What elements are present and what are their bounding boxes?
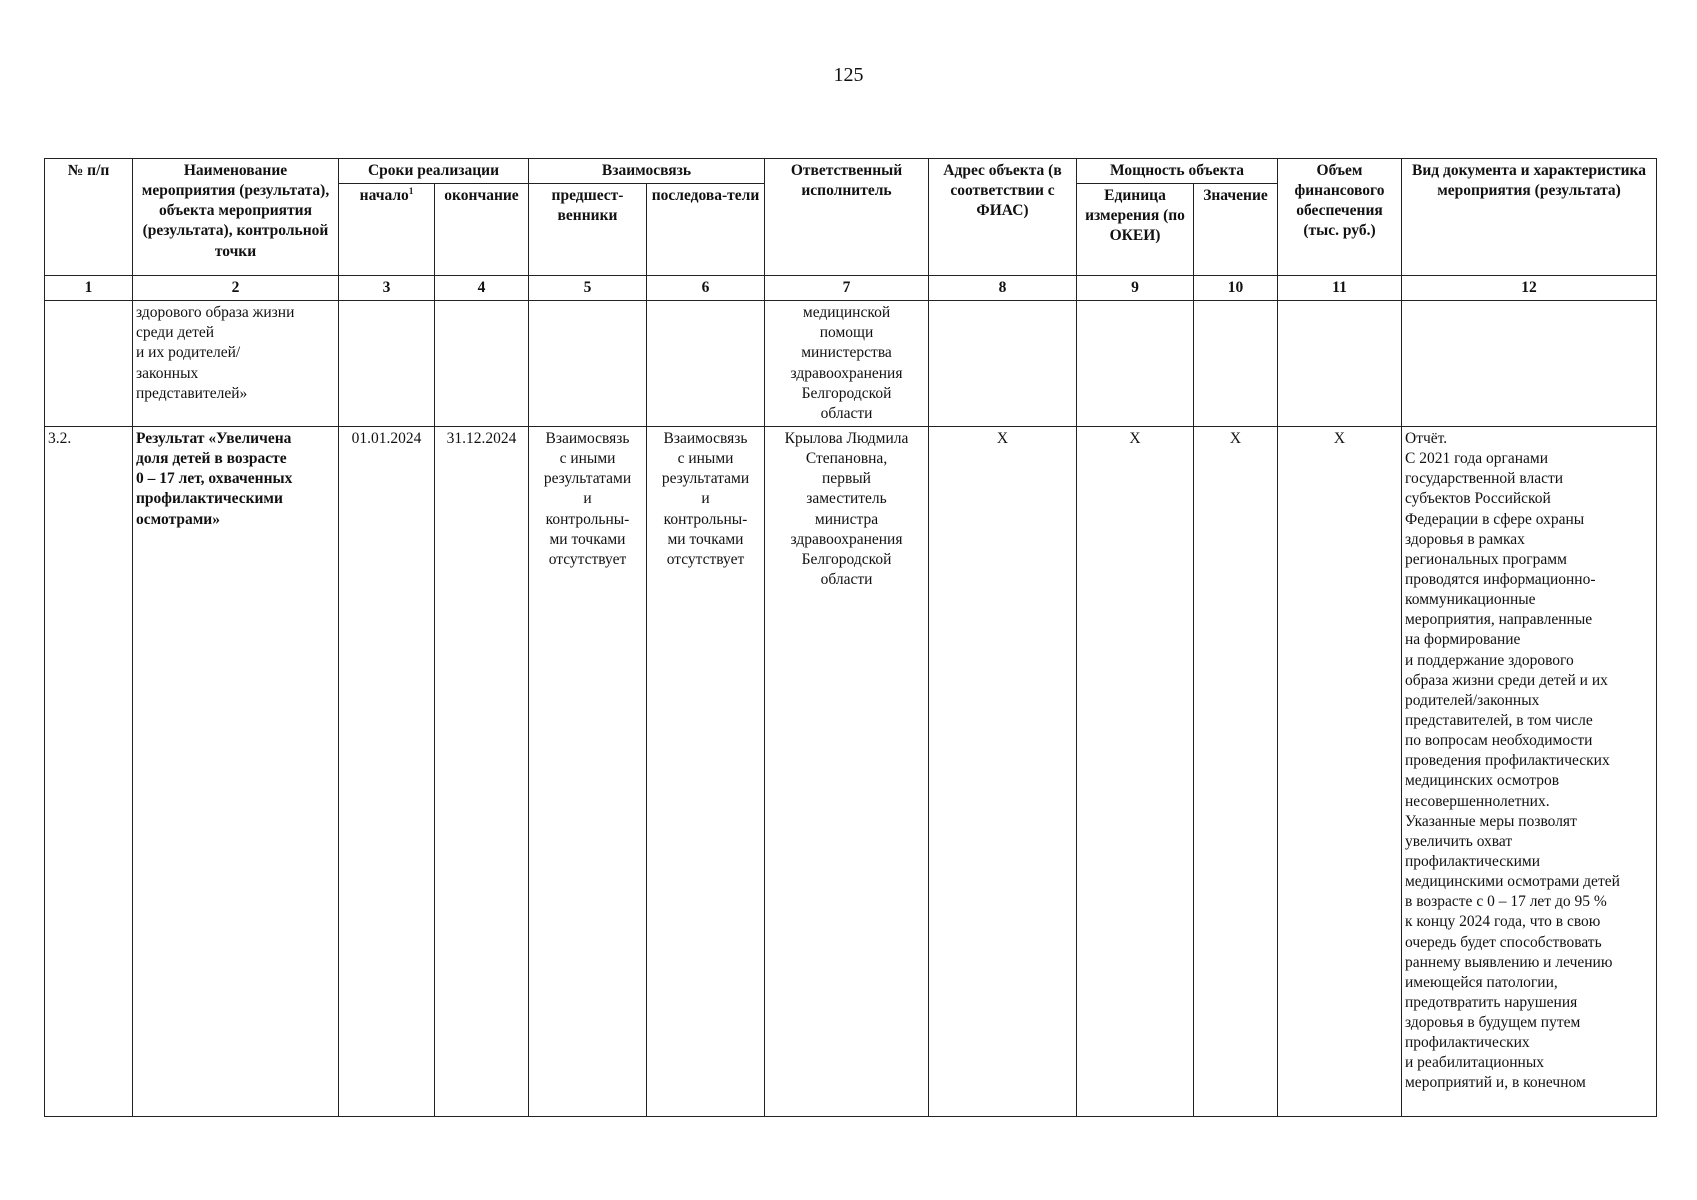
row-resp: [765, 301, 929, 427]
text-line: Степановна,: [805, 450, 888, 468]
text-line: Указанные меры позволят: [1405, 812, 1577, 830]
text-line: несовершеннолетних.: [1405, 792, 1550, 810]
row-doc: [1402, 301, 1657, 427]
text-line: результатами: [661, 470, 750, 488]
text-line: ми точками: [549, 530, 626, 548]
header-name: Наименование мероприятия (результата), объекта мероприятия (результата), контрольной точки: [133, 159, 339, 276]
text-line: представителей»: [136, 384, 248, 402]
text-line: коммуникационные: [1405, 591, 1536, 609]
header-start-label: начало: [359, 187, 409, 205]
col-number: 9: [1077, 276, 1194, 301]
header-succ: последова-тели: [647, 184, 765, 276]
text-line: с иными: [677, 450, 734, 468]
text-line: проведения профилактических: [1405, 752, 1610, 770]
row-end: 31.12.2024: [435, 426, 529, 1116]
text-line: здоровья в рамках: [1405, 530, 1525, 548]
table-row-3-2: [45, 426, 1657, 1116]
text-line: и реабилитационных: [1405, 1054, 1545, 1072]
row-addr: [929, 301, 1077, 427]
col-number: 12: [1402, 276, 1657, 301]
text-line: субъектов Российской: [1405, 490, 1551, 508]
text-line: Крылова Людмила: [784, 429, 909, 447]
text-line: Белгородской: [801, 384, 892, 402]
header-row-1: [45, 159, 1657, 184]
column-numbers-row: [45, 276, 1657, 301]
text-line: по вопросам необходимости: [1405, 732, 1593, 750]
text-line: области: [820, 404, 873, 422]
col-number: 5: [529, 276, 647, 301]
row-pred: [529, 426, 647, 1116]
text-line: доля детей в возрасте: [136, 450, 287, 468]
header-start-footnote: 1: [408, 186, 414, 197]
text-line: области: [820, 570, 873, 588]
col-number: 8: [929, 276, 1077, 301]
row-end: [435, 301, 529, 427]
header-doc: Вид документа и характеристика мероприятия (результата): [1402, 159, 1657, 276]
text-line: и: [701, 490, 710, 508]
row-unit: [1077, 301, 1194, 427]
text-line: и их родителей/: [136, 344, 241, 362]
text-line: медицинскими осмотрами детей: [1405, 873, 1620, 891]
header-num: № п/п: [45, 159, 133, 276]
text-line: очередь будет способствовать: [1405, 933, 1602, 951]
text-line: родителей/законных: [1405, 691, 1540, 709]
text-line: отсутствует: [548, 550, 627, 568]
text-line: с иными: [559, 450, 616, 468]
text-line: Федерации в сфере охраны: [1405, 510, 1585, 528]
text-line: мероприятия, направленные: [1405, 611, 1593, 629]
events-table: [44, 158, 1657, 1117]
text-line: в возрасте с 0 – 17 лет до 95 %: [1405, 893, 1607, 911]
text-line: и: [583, 490, 592, 508]
header-addr: Адрес объекта (в соответствии с ФИАС): [929, 159, 1077, 276]
row-succ: [647, 426, 765, 1116]
text-line: контрольны-: [663, 510, 748, 528]
col-number: 3: [339, 276, 435, 301]
header-volume: Объем финансового обеспечения (тыс. руб.): [1278, 159, 1402, 276]
row-value: Х: [1194, 426, 1278, 1116]
row-name: [133, 426, 339, 1116]
text-line: отсутствует: [666, 550, 745, 568]
row-name: [133, 301, 339, 427]
text-line: Отчёт.: [1405, 429, 1448, 447]
text-line: Результат «Увеличена: [136, 429, 292, 447]
text-line: ми точками: [667, 530, 744, 548]
col-number: 1: [45, 276, 133, 301]
text-line: проводятся информационно-: [1405, 570, 1596, 588]
header-link: Взаимосвязь: [529, 159, 765, 184]
row-volume: [1278, 301, 1402, 427]
header-value: Значение: [1194, 184, 1278, 276]
text-line: результатами: [543, 470, 632, 488]
row-value: [1194, 301, 1278, 427]
text-line: региональных программ: [1405, 550, 1567, 568]
text-line: Взаимосвязь: [663, 429, 748, 447]
col-number: 6: [647, 276, 765, 301]
text-line: и поддержание здорового: [1405, 651, 1574, 669]
row-pred: [529, 301, 647, 427]
text-line: 0 – 17 лет, охваченных: [136, 470, 293, 488]
text-line: здравоохранения: [790, 530, 903, 548]
text-line: здоровья в будущем путем: [1405, 1014, 1581, 1032]
row-num: [45, 301, 133, 427]
row-doc: [1402, 426, 1657, 1116]
text-line: представителей, в том числе: [1405, 711, 1593, 729]
row-succ: [647, 301, 765, 427]
row-resp: [765, 426, 929, 1116]
col-number: 2: [133, 276, 339, 301]
text-line: осмотрами»: [136, 510, 220, 528]
col-number: 11: [1278, 276, 1402, 301]
table-row-continuation: [45, 301, 1657, 427]
row-start: 01.01.2024: [339, 426, 435, 1116]
text-line: медицинской: [802, 304, 891, 322]
header-power: Мощность объекта: [1077, 159, 1278, 184]
text-line: помощи: [819, 324, 874, 342]
text-line: предотвратить нарушения: [1405, 993, 1578, 1011]
row-start: [339, 301, 435, 427]
text-line: заместитель: [806, 490, 887, 508]
text-line: министерства: [801, 344, 892, 362]
col-number: 10: [1194, 276, 1278, 301]
header-end: окончание: [435, 184, 529, 276]
text-line: медицинских осмотров: [1405, 772, 1560, 790]
text-line: государственной власти: [1405, 470, 1564, 488]
text-line: образа жизни среди детей и их: [1405, 671, 1608, 689]
text-line: на формирование: [1405, 631, 1521, 649]
row-volume: Х: [1278, 426, 1402, 1116]
text-line: здравоохранения: [790, 364, 903, 382]
text-line: мероприятий и, в конечном: [1405, 1074, 1586, 1092]
text-line: к концу 2024 года, что в свою: [1405, 913, 1601, 931]
text-line: профилактическими: [136, 490, 283, 508]
text-line: среди детей: [136, 324, 215, 342]
text-line: Белгородской: [801, 550, 892, 568]
text-line: раннему выявлению и лечению: [1405, 953, 1613, 971]
text-line: Взаимосвязь: [545, 429, 630, 447]
text-line: имеющейся патологии,: [1405, 973, 1558, 991]
text-line: первый: [822, 470, 871, 488]
text-line: контрольны-: [545, 510, 630, 528]
row-unit: Х: [1077, 426, 1194, 1116]
col-number: 4: [435, 276, 529, 301]
text-line: профилактических: [1405, 1034, 1530, 1052]
header-terms: Сроки реализации: [339, 159, 529, 184]
text-line: министра: [814, 510, 879, 528]
row-num: 3.2.: [45, 426, 133, 1116]
page-number: 125: [833, 64, 864, 86]
text-line: законных: [136, 364, 199, 382]
header-start: [339, 184, 435, 276]
text-line: профилактическими: [1405, 852, 1541, 870]
header-resp: Ответственный исполнитель: [765, 159, 929, 276]
row-addr: Х: [929, 426, 1077, 1116]
col-number: 7: [765, 276, 929, 301]
text-line: увеличить охват: [1405, 832, 1513, 850]
header-pred: предшест-венники: [529, 184, 647, 276]
text-line: здорового образа жизни: [136, 304, 295, 322]
text-line: С 2021 года органами: [1405, 450, 1549, 468]
header-unit: Единица измерения (по ОКЕИ): [1077, 184, 1194, 276]
